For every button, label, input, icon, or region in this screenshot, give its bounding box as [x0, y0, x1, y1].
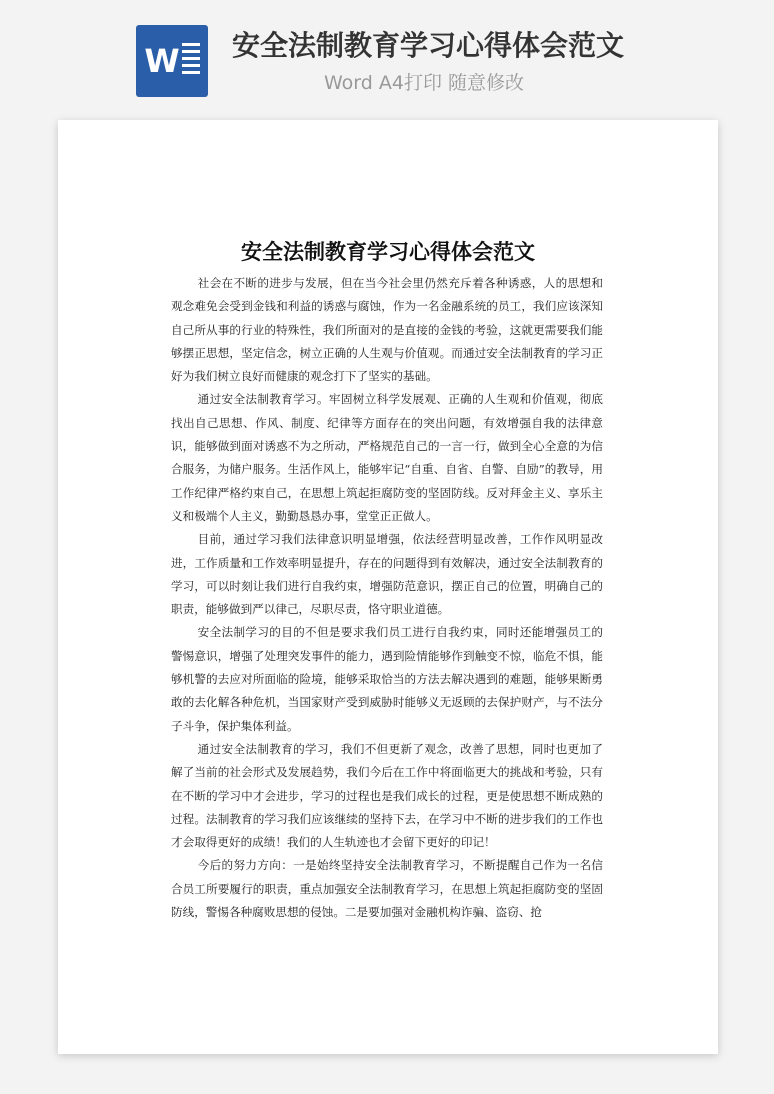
banner [0, 0, 774, 110]
word-logo-lines [182, 43, 200, 81]
banner-title: 安全法制教育学习心得体会范文 [232, 29, 625, 62]
paragraph-5: 通过安全法制教育的学习，我们不但更新了观念，改善了思想，同时也更加了解了当前的社会形式及发展趋势，我们今后在工作中将面临更大的挑战和考验，只有在不断的学习中才会进步，学习的过程也是我们成长的过程，更是使思想不断成熟的过程。法制教育的学习我们应该继续的坚持下去，在学习中不断的进步我们的工作也才会取得更好的成绩！我们的人生轨迹也才会留下更好的印记！ [171, 741, 603, 850]
word-icon [136, 25, 208, 97]
paragraph-2: 通过安全法制教育学习。牢固树立科学发展观、正确的人生观和价值观，彻底找出自己思想、作风、制度、纪律等方面存在的突出问题，有效增强自我的法律意识，能够做到面对诱惑不为之所动，严格规范自己的一言一行，做到全心全意的为信合服务，为储户服务。生活作风上，能够牢记“自重、自省、自警、自励”的教导，用工作纪律严格约束自己，在思想上筑起拒腐防变的坚固防线。反对拜金主义、享乐主义和极端个人主义，勤勤恳恳办事，堂堂正正做人。 [171, 392, 603, 523]
paragraph-3: 目前，通过学习我们法律意识明显增强，依法经营明显改善，工作作风明显改进，工作质量和工作效率明显提升，存在的问题得到有效解决，通过安全法制教育的学习，可以时刻让我们进行自我约束，增强防范意识，摆正自己的位置，明确自己的职责，能够做到严以律己，尽职尽责，恪守职业道德。 [171, 532, 603, 617]
document-page [58, 120, 718, 1054]
paragraph-4: 安全法制学习的目的不但是要求我们员工进行自我约束，同时还能增强员工的警惕意识，增强了处理突发事件的能力，遇到险情能够作到触变不惊，临危不惧，能够机警的去应对所面临的险境，能够采取恰当的方法去解决遇到的难题，能够果断勇敢的去化解各种危机，当国家财产受到威胁时能够义无返顾的去保护财产，与不法分子斗争，保护集体利益。 [171, 625, 603, 733]
document-title: 安全法制教育学习心得体会范文 [241, 240, 535, 264]
paragraph-1: 社会在不断的进步与发展，但在当今社会里仍然充斥着各种诱惑，人的思想和观念难免会受到金钱和利益的诱惑与腐蚀，作为一名金融系统的员工，我们应该深知自己所从事的行业的特殊性，我们所面对的是直接的金钱的考验，这就更需要我们能够摆正思想，坚定信念，树立正确的人生观与价值观。而通过安全法制教育的学习正好为我们树立良好而健康的观念打下了坚实的基础。 [171, 276, 603, 384]
banner-subtitle: Word A4打印 随意修改 [324, 72, 525, 94]
paragraph-6: 今后的努力方向：一是始终坚持安全法制教育学习，不断提醒自己作为一名信合员工所要履行的职责，重点加强安全法制教育学习，在思想上筑起拒腐防变的坚固防线，警惕各种腐败思想的侵蚀。二是要加强对金融机构诈骗、盗窃、抢 [171, 858, 603, 920]
document-body [171, 272, 603, 924]
word-logo-letter: W [144, 42, 180, 80]
